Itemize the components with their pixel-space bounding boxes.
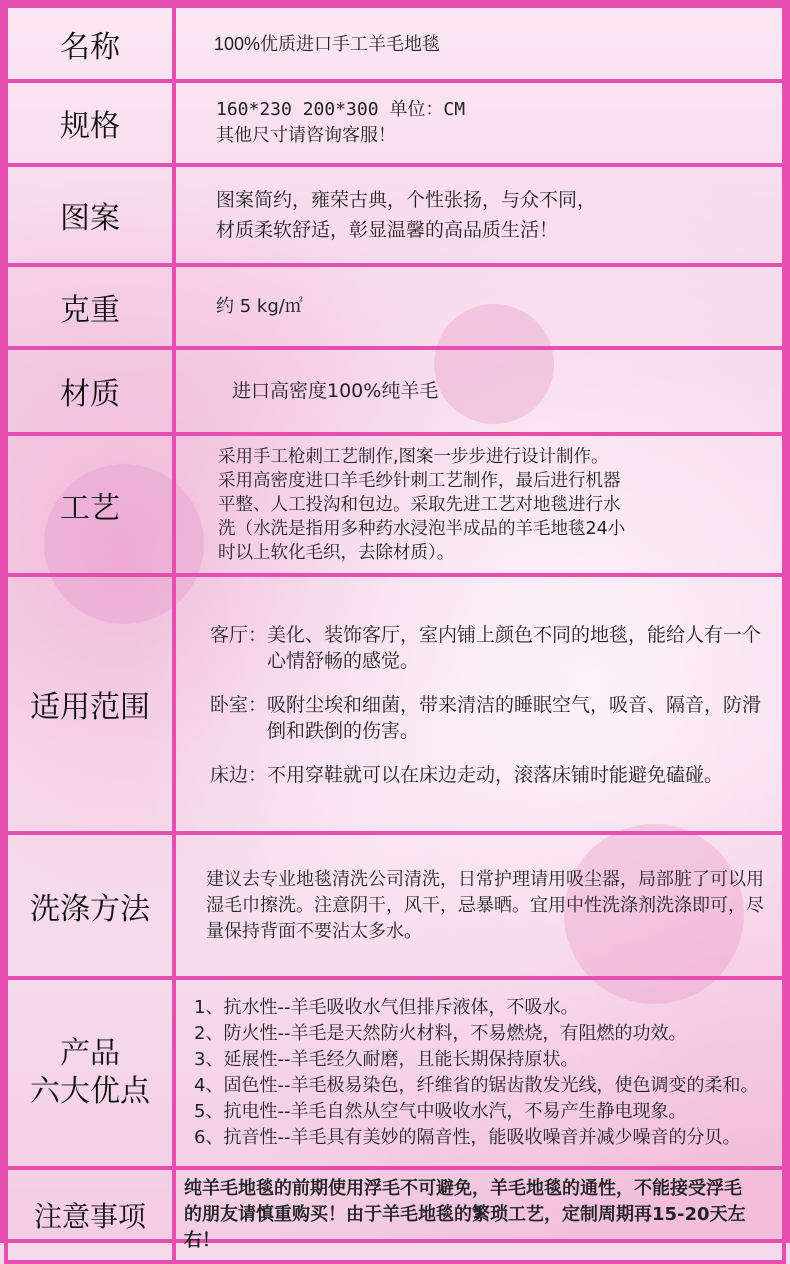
usage-text: 美化、装饰客厅，室内铺上颜色不同的地毯，能给人有一个心情舒畅的感觉。	[267, 624, 762, 672]
label-spec: 规格	[6, 81, 174, 165]
label-advantages	[6, 978, 174, 1168]
product-title: 100%优质进口手工羊毛地毯	[174, 6, 784, 81]
row-material	[6, 348, 784, 434]
advantage-item: 5、抗电性--羊毛自然从空气中吸收水汽，不易产生静电现象。	[194, 1101, 687, 1122]
label-pattern: 图案	[6, 165, 174, 265]
label-craft: 工艺	[6, 434, 174, 575]
label-advantages-line-1: 产品	[60, 1036, 120, 1071]
label-name: 名称	[6, 6, 174, 81]
usage-item-bedside	[210, 762, 766, 788]
row-spec	[6, 81, 784, 165]
row-advantages	[6, 978, 784, 1168]
notice-line-1: 纯羊毛地毯的前期使用浮毛不可避免，羊毛地毯的通性，不能接受浮毛	[184, 1178, 742, 1199]
row-notice	[6, 1168, 784, 1262]
label-washing: 洗涤方法	[6, 833, 174, 978]
craft-value	[174, 434, 784, 575]
advantage-item: 6、抗音性--羊毛具有美妙的隔音性，能吸收噪音并减少噪音的分贝。	[194, 1127, 741, 1148]
usage-value	[174, 575, 784, 833]
usage-item-bedroom	[210, 692, 766, 744]
material-value: 进口高密度100%纯羊毛	[174, 348, 784, 434]
row-name	[6, 6, 784, 81]
label-notice: 注意事项	[6, 1168, 174, 1262]
row-pattern	[6, 165, 784, 265]
spec-value	[174, 81, 784, 165]
notice-line-2: 的朋友请慎重购买！由于羊毛地毯的繁琐工艺，定制周期再15-20天左右！	[184, 1204, 746, 1251]
usage-key: 床边：	[210, 764, 268, 786]
usage-key: 卧室：	[210, 694, 268, 716]
craft-line-1: 采用手工枪刺工艺制作,图案一步步进行设计制作。	[218, 446, 609, 467]
usage-key: 客厅：	[210, 624, 268, 646]
craft-line-4: 洗（水洗是指用多种药水浸泡半成品的羊毛地毯24小	[218, 518, 626, 539]
advantage-item: 3、延展性--羊毛经久耐磨，且能长期保持原状。	[194, 1049, 579, 1070]
label-usage: 适用范围	[6, 575, 174, 833]
pattern-value	[174, 165, 784, 265]
spec-table	[4, 4, 786, 1264]
advantage-item: 1、抗水性--羊毛吸收水气但排斥液体，不吸水。	[194, 997, 579, 1018]
washing-value: 建议去专业地毯清洗公司清洗，日常护理请用吸尘器，局部脏了可以用湿毛巾擦洗。注意阴干，风干，忌暴晒。宜用中性洗涤剂洗涤即可，尽量保持背面不要沾太多水。	[174, 833, 784, 978]
label-advantages-line-2: 六大优点	[30, 1074, 150, 1109]
advantage-item: 4、固色性--羊毛极易染色，纤维省的锯齿散发光线，使色调变的柔和。	[194, 1075, 759, 1096]
label-material: 材质	[6, 348, 174, 434]
craft-line-5: 时以上软化毛织，去除材质）。	[218, 542, 455, 563]
notice-value	[174, 1168, 784, 1262]
spec-line-1: 160*230 200*300 单位：CM	[216, 99, 466, 120]
row-usage	[6, 575, 784, 833]
label-weight: 克重	[6, 265, 174, 348]
craft-line-2: 采用高密度进口羊毛纱针刺工艺制作，最后进行机器	[218, 470, 621, 491]
craft-line-3: 平整、人工投沟和包边。采取先进工艺对地毯进行水	[218, 494, 621, 515]
row-craft	[6, 434, 784, 575]
advantage-item: 2、防火性--羊毛是天然防火材料，不易燃烧，有阻燃的功效。	[194, 1023, 687, 1044]
row-weight	[6, 265, 784, 348]
row-washing	[6, 833, 784, 978]
usage-item-living-room	[210, 622, 766, 674]
spec-line-2: 其他尺寸请咨询客服！	[216, 125, 396, 146]
usage-text: 不用穿鞋就可以在床边走动，滚落床铺时能避免磕碰。	[267, 764, 724, 786]
advantages-value	[174, 978, 784, 1168]
usage-text: 吸附尘埃和细菌，带来清洁的睡眠空气，吸音、隔音，防滑倒和跌倒的伤害。	[267, 694, 762, 742]
pattern-line-1: 图案简约，雍荣古典，个性张扬，与众不同，	[216, 189, 597, 211]
pattern-line-2: 材质柔软舒适，彰显温馨的高品质生活！	[216, 219, 559, 241]
weight-value: 约 5 kg/㎡	[174, 265, 784, 348]
